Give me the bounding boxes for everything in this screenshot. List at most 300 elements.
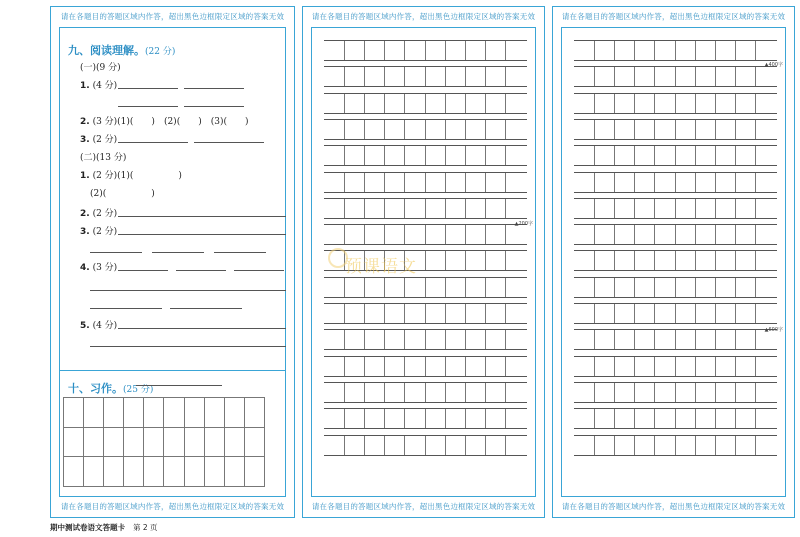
grid-cell-divider	[425, 41, 426, 60]
grid-cell-divider	[485, 251, 486, 270]
answer-line[interactable]	[90, 290, 286, 291]
grid-cell-divider	[404, 357, 405, 376]
answer-line[interactable]	[152, 252, 204, 253]
grid-cell-divider	[654, 67, 655, 86]
grid-cell-divider	[654, 436, 655, 455]
question-2-3-points: (2 分)	[92, 227, 118, 237]
grid-cell-divider	[675, 94, 676, 113]
grid-cell-divider	[344, 146, 345, 165]
grid-cell-divider	[384, 120, 385, 139]
grid-row	[324, 277, 527, 298]
grid-cell-divider	[445, 383, 446, 402]
grid-cell-divider	[695, 146, 696, 165]
grid-cell-divider	[634, 251, 635, 270]
grid-cell-divider	[715, 67, 716, 86]
grid-cell-divider	[594, 67, 595, 86]
grid-cell-divider	[364, 173, 365, 192]
grid-cell-divider	[695, 409, 696, 428]
grid-cell-divider	[654, 199, 655, 218]
grid-cell-divider	[445, 436, 446, 455]
grid-cell-divider	[614, 330, 615, 349]
grid-cell-divider	[735, 278, 736, 297]
grid-cell-divider	[364, 41, 365, 60]
grid-cell-divider	[675, 278, 676, 297]
grid-cell-divider	[594, 225, 595, 244]
grid-cell-divider	[715, 409, 716, 428]
section-10-title	[68, 380, 153, 396]
panel-notice-bottom: 请在各题目的答题区域内作答，超出黑色边框限定区域的答案无效	[561, 502, 786, 511]
grid-cell-divider	[594, 173, 595, 192]
grid-cell-divider	[485, 225, 486, 244]
grid-cell-divider	[485, 41, 486, 60]
grid-cell-divider	[485, 67, 486, 86]
grid-cell-divider	[735, 146, 736, 165]
grid-cell-divider	[695, 383, 696, 402]
grid-cell-divider	[445, 199, 446, 218]
question-1-points: (4 分)	[92, 81, 118, 91]
grid-cell-divider	[594, 251, 595, 270]
panel-notice-top: 请在各题目的答题区域内作答，超出黑色边框限定区域的答案无效	[60, 12, 285, 21]
grid-cell-divider	[344, 120, 345, 139]
grid-cell-divider	[755, 67, 756, 86]
footer-title: 期中测试卷语文答题卡	[50, 523, 125, 532]
grid-row	[574, 66, 777, 87]
grid-cell-divider	[485, 278, 486, 297]
question-3-points: (2 分)	[92, 135, 118, 145]
grid-cell-divider	[715, 173, 716, 192]
question-2-1-points: (2 分)(1)( )	[92, 171, 182, 181]
answer-panel-3	[552, 6, 795, 518]
grid-cell-divider	[404, 409, 405, 428]
grid-cell-divider	[735, 173, 736, 192]
grid-cell-divider	[634, 383, 635, 402]
grid-row	[574, 119, 777, 140]
grid-cell-divider	[735, 199, 736, 218]
question-1-number: 1.	[80, 81, 90, 91]
grid-cell-divider	[654, 225, 655, 244]
grid-cell-divider	[465, 94, 466, 113]
answer-line[interactable]	[118, 142, 188, 143]
grid-cell-divider	[404, 146, 405, 165]
question-2-4-number: 4.	[80, 263, 90, 273]
answer-line[interactable]	[118, 328, 286, 329]
grid-cell-divider	[384, 436, 385, 455]
grid-cell-divider	[485, 94, 486, 113]
grid-cell-divider	[425, 278, 426, 297]
grid-cell-divider	[614, 67, 615, 86]
grid-cell-divider	[654, 173, 655, 192]
grid-cell-divider	[755, 41, 756, 60]
grid-cell-divider	[735, 436, 736, 455]
question-2-1-part-b: (2)( )	[90, 189, 155, 199]
grid-cell-divider	[735, 225, 736, 244]
grid-cell-divider	[715, 94, 716, 113]
grid-cell-divider	[344, 67, 345, 86]
footer-page-number: 第 2 页	[133, 523, 158, 532]
grid-cell-divider	[384, 383, 385, 402]
word-count-mark: ▲200字	[514, 221, 533, 227]
grid-cell-divider	[755, 436, 756, 455]
grid-cell-divider	[755, 304, 756, 323]
answer-line[interactable]	[118, 88, 178, 89]
grid-cell-divider	[654, 120, 655, 139]
grid-cell-divider	[344, 357, 345, 376]
grid-cell-divider	[465, 173, 466, 192]
grid-cell-divider	[695, 173, 696, 192]
grid-cell-divider	[344, 173, 345, 192]
section-9-heading: 九、阅读理解。	[68, 44, 145, 57]
question-2-2	[80, 206, 117, 219]
grid-cell-divider	[505, 173, 506, 192]
grid-cell-divider	[654, 251, 655, 270]
grid-cell-divider	[675, 225, 676, 244]
grid-cell-divider	[425, 304, 426, 323]
grid-cell-divider	[425, 173, 426, 192]
question-2	[80, 114, 249, 127]
grid-cell-divider	[755, 199, 756, 218]
grid-cell-divider	[505, 120, 506, 139]
grid-cell-divider	[755, 120, 756, 139]
grid-row	[574, 145, 777, 166]
grid-cell-divider	[594, 383, 595, 402]
grid-cell-divider	[654, 278, 655, 297]
grid-cell-divider	[594, 41, 595, 60]
grid-cell-divider	[695, 436, 696, 455]
grid-cell-divider	[594, 304, 595, 323]
grid-cell-divider	[594, 357, 595, 376]
grid-cell-divider	[695, 278, 696, 297]
grid-cell-divider	[364, 357, 365, 376]
grid-cell-divider	[735, 41, 736, 60]
grid-cell-divider	[695, 357, 696, 376]
grid-cell-divider	[654, 304, 655, 323]
grid-cell-divider	[364, 94, 365, 113]
grid-cell-divider	[715, 357, 716, 376]
grid-cell-divider	[634, 436, 635, 455]
section-9-title	[68, 42, 175, 58]
grid-cell-divider	[485, 146, 486, 165]
grid-cell-divider	[594, 409, 595, 428]
section-9-points: (22 分)	[145, 47, 176, 57]
grid-cell-divider	[404, 41, 405, 60]
grid-cell-divider	[445, 357, 446, 376]
grid-cell-divider	[465, 146, 466, 165]
grid-cell-divider	[445, 120, 446, 139]
grid-cell-divider	[634, 146, 635, 165]
grid-cell-divider	[735, 94, 736, 113]
grid-cell-divider	[344, 409, 345, 428]
grid-cell-divider	[425, 225, 426, 244]
grid-cell-divider	[364, 304, 365, 323]
grid-cell-divider	[445, 330, 446, 349]
grid-cell-divider	[384, 146, 385, 165]
grid-cell-divider	[735, 330, 736, 349]
grid-cell-divider	[755, 173, 756, 192]
grid-cell-divider	[425, 146, 426, 165]
essay-grid[interactable]	[324, 40, 527, 460]
grid-cell-divider	[384, 41, 385, 60]
grid-cell-divider	[654, 330, 655, 349]
essay-grid[interactable]	[574, 40, 777, 460]
question-1	[80, 78, 117, 91]
grid-cell-divider	[445, 94, 446, 113]
grid-row	[574, 408, 777, 429]
grid-cell-divider	[675, 251, 676, 270]
grid-cell-divider	[505, 251, 506, 270]
panel-notice-bottom: 请在各题目的答题区域内作答，超出黑色边框限定区域的答案无效	[60, 502, 285, 511]
grid-cell-divider	[505, 67, 506, 86]
grid-cell-divider	[715, 251, 716, 270]
question-2-4-points: (3 分)	[92, 263, 118, 273]
grid-cell-divider	[465, 199, 466, 218]
grid-row	[574, 250, 777, 271]
grid-cell-divider	[594, 146, 595, 165]
grid-cell-divider	[364, 330, 365, 349]
grid-cell-divider	[614, 94, 615, 113]
grid-cell-divider	[384, 278, 385, 297]
grid-cell-divider	[384, 357, 385, 376]
answer-line[interactable]	[170, 308, 242, 309]
grid-cell-divider	[755, 409, 756, 428]
grid-cell-divider	[735, 120, 736, 139]
grid-cell-divider	[735, 409, 736, 428]
grid-cell-divider	[445, 225, 446, 244]
grid-cell-divider	[485, 304, 486, 323]
grid-row	[574, 329, 777, 350]
panel-notice-top: 请在各题目的答题区域内作答，超出黑色边框限定区域的答案无效	[311, 12, 536, 21]
grid-cell-divider	[594, 199, 595, 218]
grid-cell-divider	[425, 357, 426, 376]
grid-row	[574, 356, 777, 377]
answer-line[interactable]	[118, 270, 168, 271]
grid-cell-divider	[634, 199, 635, 218]
grid-row	[324, 145, 527, 166]
grid-cell-divider	[445, 41, 446, 60]
grid-cell-divider	[505, 225, 506, 244]
grid-cell-divider	[425, 67, 426, 86]
grid-cell-divider	[505, 199, 506, 218]
grid-cell-divider	[715, 383, 716, 402]
grid-cell-divider	[675, 120, 676, 139]
grid-cell-divider	[344, 225, 345, 244]
grid-row	[324, 198, 527, 219]
question-3	[80, 132, 117, 145]
grid-cell-divider	[344, 278, 345, 297]
question-2-2-points: (2 分)	[92, 209, 118, 219]
grid-cell-divider	[384, 330, 385, 349]
grid-cell-divider	[634, 173, 635, 192]
grid-cell-divider	[614, 173, 615, 192]
grid-cell-divider	[654, 383, 655, 402]
grid-row	[574, 435, 777, 456]
grid-cell-divider	[634, 67, 635, 86]
grid-cell-divider	[594, 436, 595, 455]
answer-line[interactable]	[214, 252, 266, 253]
answer-line[interactable]	[176, 270, 226, 271]
grid-cell-divider	[614, 383, 615, 402]
question-2-number: 2.	[80, 117, 90, 127]
grid-row	[324, 382, 527, 403]
grid-cell-divider	[505, 436, 506, 455]
grid-row	[324, 329, 527, 350]
grid-cell-divider	[675, 409, 676, 428]
answer-line[interactable]	[118, 106, 178, 107]
grid-cell-divider	[634, 409, 635, 428]
part-1-label: (一)(9 分)	[80, 63, 121, 73]
panel-notice-top: 请在各题目的答题区域内作答，超出黑色边框限定区域的答案无效	[561, 12, 786, 21]
grid-cell-divider	[465, 409, 466, 428]
grid-row	[574, 224, 777, 245]
answer-panel-1	[50, 6, 295, 518]
grid-cell-divider	[735, 67, 736, 86]
grid-row	[324, 172, 527, 193]
grid-cell-divider	[404, 383, 405, 402]
grid-cell-divider	[485, 383, 486, 402]
grid-cell-divider	[465, 383, 466, 402]
grid-cell-divider	[425, 120, 426, 139]
grid-cell-divider	[404, 225, 405, 244]
essay-grid-start[interactable]	[63, 397, 265, 487]
grid-cell-divider	[715, 304, 716, 323]
grid-cell-divider	[344, 199, 345, 218]
grid-cell-divider	[505, 41, 506, 60]
answer-line[interactable]	[184, 88, 244, 89]
grid-cell-divider	[755, 278, 756, 297]
grid-cell-divider	[344, 304, 345, 323]
grid-row	[324, 119, 527, 140]
grid-cell-divider	[384, 67, 385, 86]
question-2-4	[80, 260, 117, 273]
question-2-1-number: 1.	[80, 171, 90, 181]
grid-cell-divider	[634, 94, 635, 113]
grid-cell-divider	[404, 304, 405, 323]
answer-line[interactable]	[90, 252, 142, 253]
grid-cell-divider	[614, 304, 615, 323]
grid-cell-divider	[614, 146, 615, 165]
grid-cell-divider	[614, 278, 615, 297]
question-2-5-number: 5.	[80, 321, 90, 331]
grid-row	[574, 198, 777, 219]
grid-cell-divider	[465, 41, 466, 60]
grid-cell-divider	[404, 330, 405, 349]
word-count-mark: ▲400字	[764, 62, 783, 68]
grid-cell-divider	[364, 225, 365, 244]
answer-line[interactable]	[118, 216, 286, 217]
grid-cell-divider	[675, 41, 676, 60]
grid-cell-divider	[384, 304, 385, 323]
grid-cell-divider	[505, 278, 506, 297]
grid-cell-divider	[465, 304, 466, 323]
grid-cell-divider	[695, 251, 696, 270]
grid-row	[574, 93, 777, 114]
grid-cell-divider	[634, 41, 635, 60]
grid-cell-divider	[425, 199, 426, 218]
grid-cell-divider	[505, 146, 506, 165]
panel-notice-bottom: 请在各题目的答题区域内作答，超出黑色边框限定区域的答案无效	[311, 502, 536, 511]
grid-cell-divider	[505, 409, 506, 428]
grid-cell-divider	[695, 330, 696, 349]
grid-cell-divider	[465, 330, 466, 349]
grid-cell-divider	[594, 330, 595, 349]
grid-cell-divider	[364, 199, 365, 218]
question-2-points: (3 分)(1)( ) (2)( ) (3)( )	[92, 117, 249, 127]
question-2-1	[80, 168, 182, 181]
grid-row	[324, 66, 527, 87]
grid-cell-divider	[695, 225, 696, 244]
essay-title-line[interactable]	[136, 385, 222, 386]
grid-cell-divider	[755, 251, 756, 270]
grid-cell-divider	[384, 94, 385, 113]
answer-line[interactable]	[184, 106, 244, 107]
grid-cell-divider	[425, 383, 426, 402]
grid-row	[324, 93, 527, 114]
grid-row	[574, 40, 777, 61]
grid-row	[324, 303, 527, 324]
answer-line[interactable]	[90, 346, 286, 347]
grid-cell-divider	[425, 330, 426, 349]
question-2-3	[80, 224, 117, 237]
section-10-heading: 十、习作。	[68, 382, 123, 395]
grid-cell-divider	[344, 94, 345, 113]
grid-cell-divider	[445, 251, 446, 270]
grid-cell-divider	[634, 278, 635, 297]
grid-cell-divider	[614, 409, 615, 428]
grid-cell-divider	[675, 199, 676, 218]
grid-cell-divider	[425, 251, 426, 270]
grid-cell-divider	[675, 146, 676, 165]
grid-cell-divider	[465, 67, 466, 86]
grid-cell-divider	[675, 383, 676, 402]
grid-cell-divider	[364, 383, 365, 402]
grid-cell-divider	[364, 67, 365, 86]
answer-line[interactable]	[194, 142, 264, 143]
grid-cell-divider	[695, 67, 696, 86]
grid-cell-divider	[634, 304, 635, 323]
grid-cell-divider	[404, 94, 405, 113]
grid-cell-divider	[695, 120, 696, 139]
page-footer	[50, 522, 158, 533]
grid-row	[324, 435, 527, 456]
grid-cell-divider	[715, 225, 716, 244]
watermark-text: 预课语文	[345, 257, 417, 277]
grid-cell-divider	[364, 120, 365, 139]
answer-line[interactable]	[234, 270, 284, 271]
grid-cell-divider	[505, 383, 506, 402]
answer-line[interactable]	[90, 308, 162, 309]
grid-cell-divider	[384, 173, 385, 192]
grid-cell-divider	[675, 330, 676, 349]
grid-cell-divider	[675, 67, 676, 86]
grid-cell-divider	[755, 357, 756, 376]
grid-cell-divider	[675, 304, 676, 323]
grid-cell-divider	[384, 225, 385, 244]
grid-cell-divider	[715, 120, 716, 139]
grid-cell-divider	[465, 251, 466, 270]
grid-cell-divider	[505, 94, 506, 113]
grid-cell-divider	[485, 120, 486, 139]
answer-line[interactable]	[118, 234, 286, 235]
grid-cell-divider	[505, 357, 506, 376]
question-2-5-points: (4 分)	[92, 321, 118, 331]
grid-cell-divider	[465, 278, 466, 297]
grid-cell-divider	[344, 330, 345, 349]
grid-cell-divider	[485, 330, 486, 349]
grid-cell-divider	[485, 357, 486, 376]
grid-cell-divider	[614, 357, 615, 376]
grid-cell-divider	[465, 436, 466, 455]
grid-cell-divider	[364, 436, 365, 455]
grid-cell-divider	[465, 225, 466, 244]
